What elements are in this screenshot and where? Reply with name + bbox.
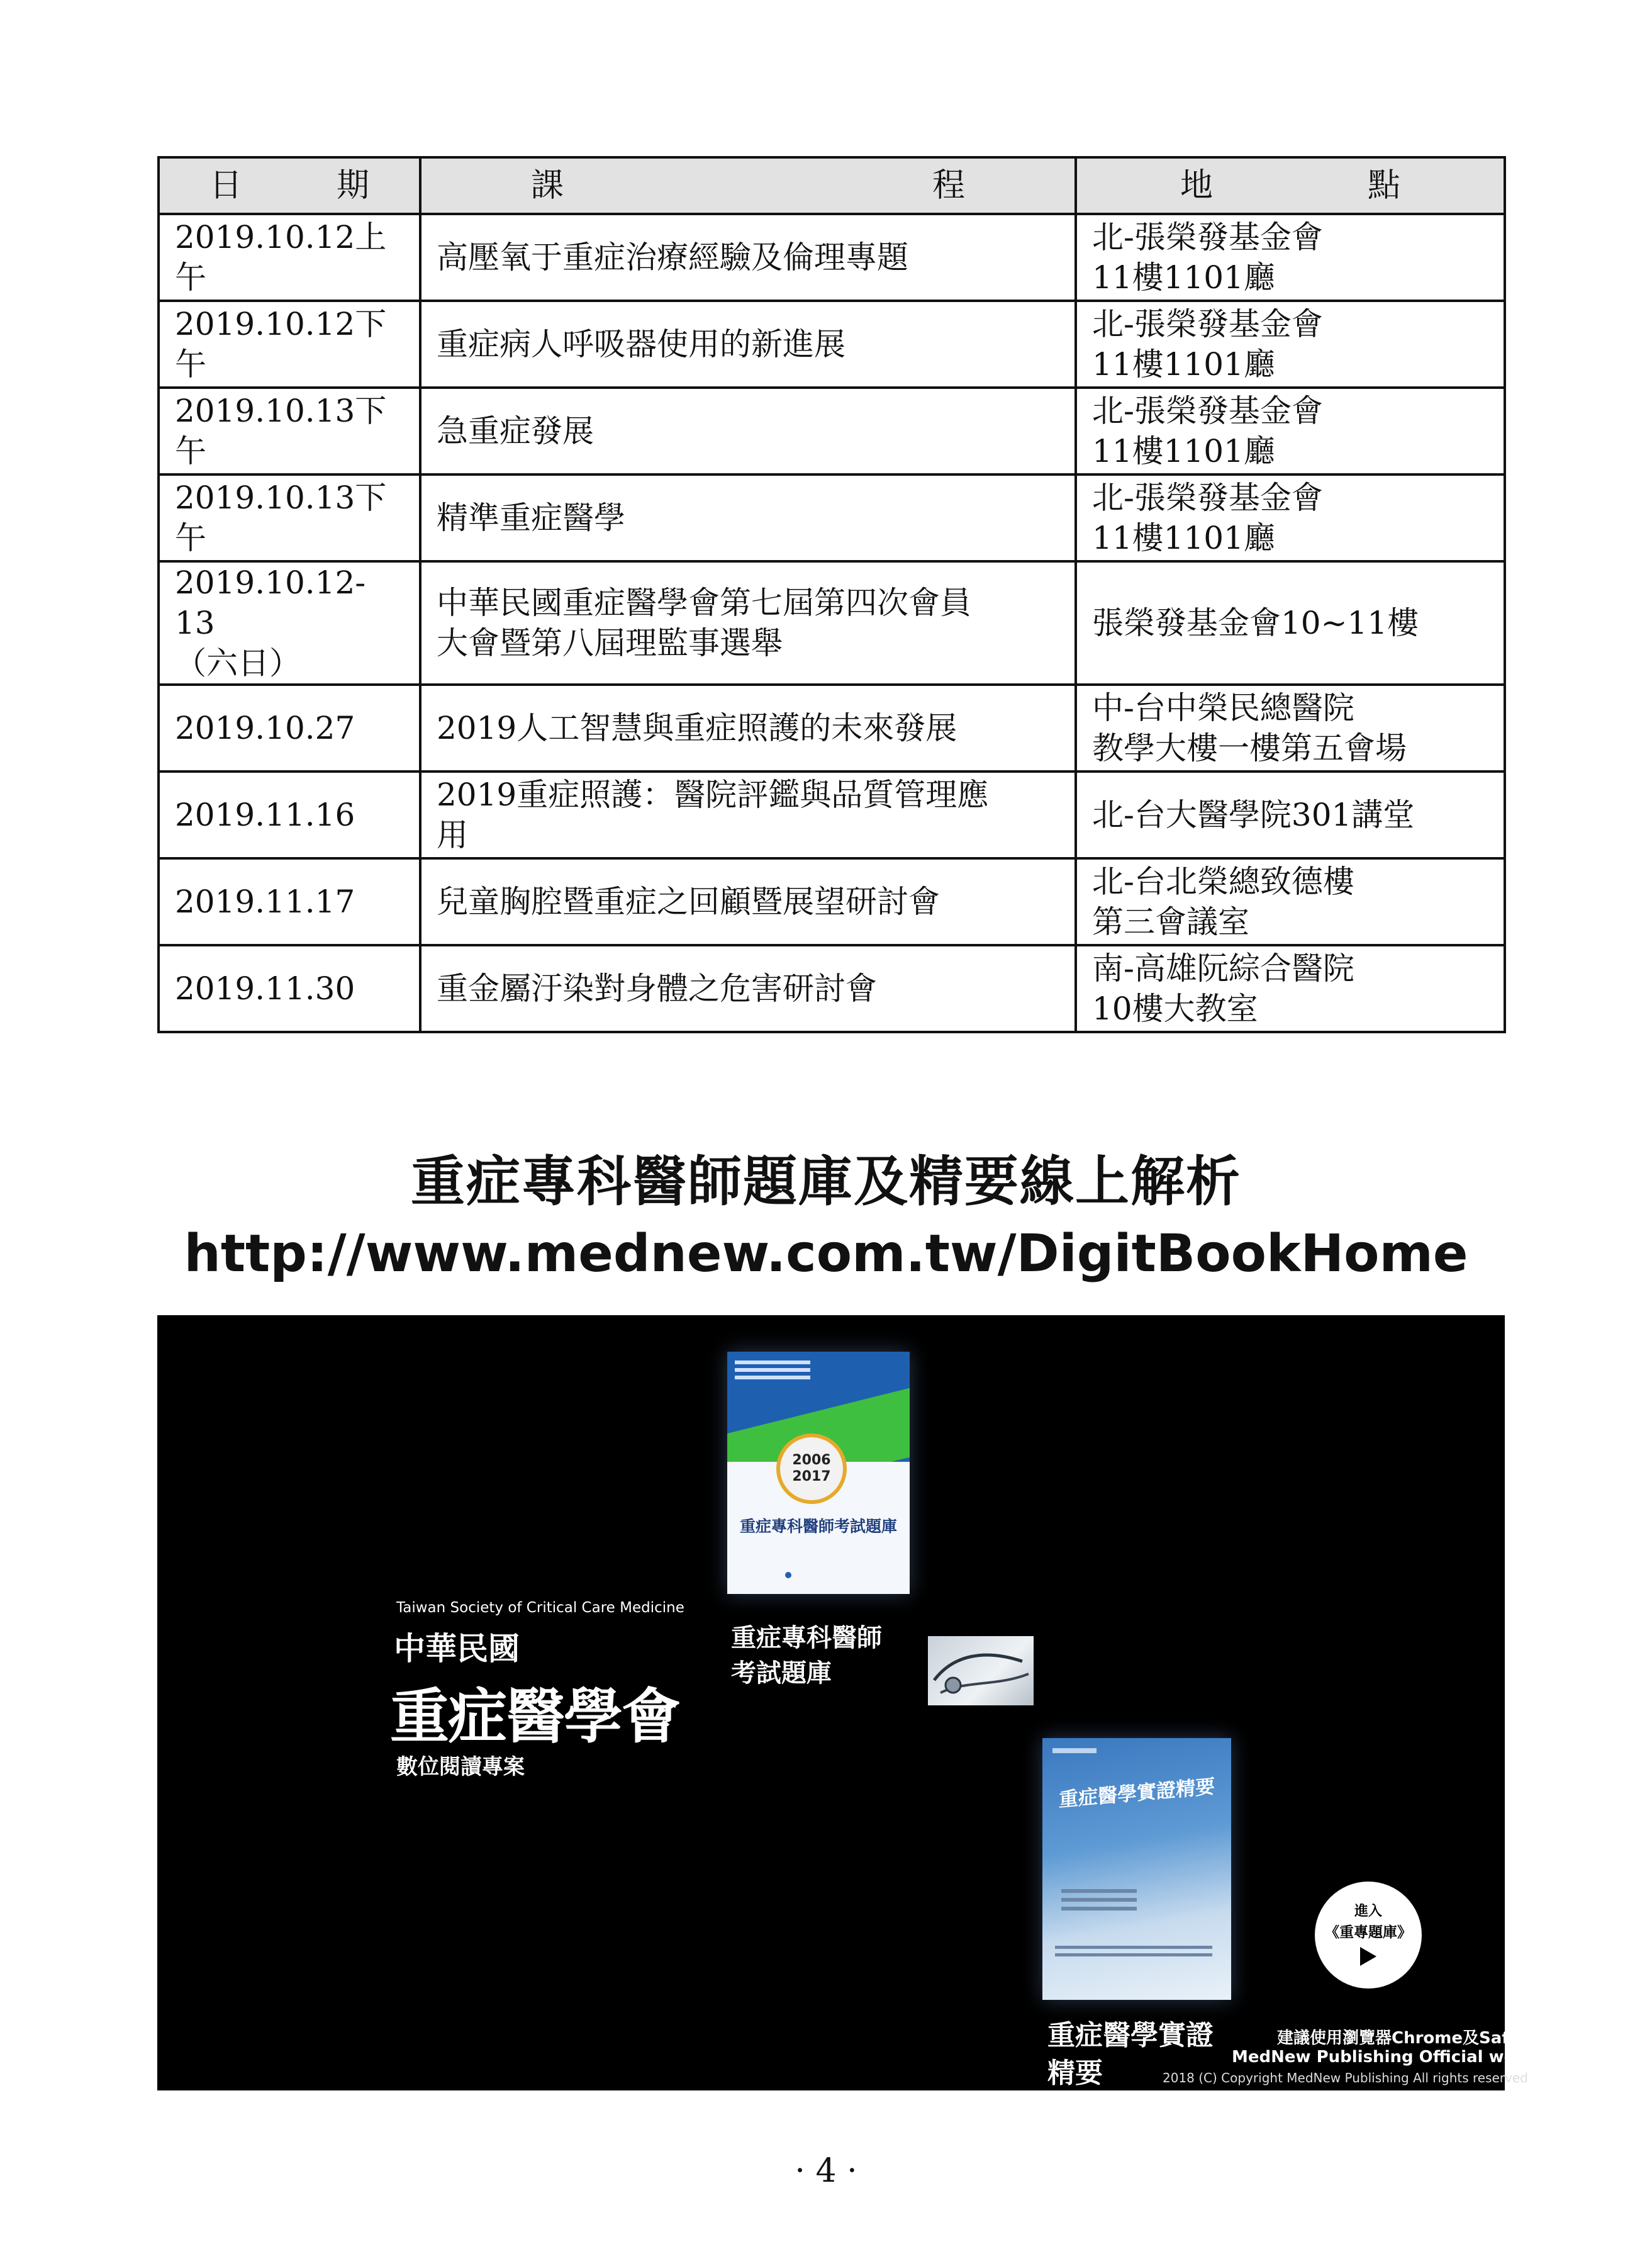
table-row [159, 301, 1505, 388]
cell-location: 北-張榮發基金會 11樓1101廳 [1076, 474, 1505, 561]
book2-cover-title: 重症醫學實證精要 [1059, 1775, 1215, 1812]
header-course: 課 程 [420, 157, 1076, 214]
cell-location: 北-台大醫學院301講堂 [1076, 771, 1505, 858]
cell-course: 重症病人呼吸器使用的新進展 [420, 301, 1076, 388]
cell-course: 中華民國重症醫學會第七屆第四次會員 大會暨第八屆理監事選舉 [420, 561, 1076, 685]
cell-location: 北-張榮發基金會 11樓1101廳 [1076, 214, 1505, 301]
book1-cover-title: 重症專科醫師考試題庫 [739, 1517, 897, 1535]
cell-location: 北-張榮發基金會 11樓1101廳 [1076, 388, 1505, 474]
cell-location: 南-高雄阮綜合醫院 10樓大教室 [1076, 945, 1505, 1032]
header-date: 日 期 [159, 157, 420, 214]
year-badge: 2006 2017 [776, 1433, 847, 1504]
schedule-body [159, 214, 1505, 1032]
promo-title: 重症專科醫師題庫及精要線上解析 [411, 1150, 1241, 1213]
publisher-site-name: MedNew Publishing Official web site [1232, 2048, 1567, 2067]
org-name-main: 重症醫學會 [390, 1682, 680, 1751]
table-row [159, 771, 1505, 858]
cell-date: 2019.11.30 [159, 945, 420, 1032]
cell-location: 中-台中榮民總醫院 教學大樓一樓第五會場 [1076, 685, 1505, 771]
cell-date: 2019.10.12上午 [159, 214, 420, 301]
org-name-country: 中華民國 [394, 1630, 520, 1667]
page-number: · 4 · [795, 2152, 857, 2190]
cell-date: 2019.11.17 [159, 858, 420, 945]
cell-course: 重金屬汙染對身體之危害研討會 [420, 945, 1076, 1032]
schedule-table [157, 156, 1506, 1033]
cell-course: 精準重症醫學 [420, 474, 1076, 561]
cell-location: 張榮發基金會10~11樓 [1076, 561, 1505, 685]
org-project-name: 數位閱讀專案 [396, 1754, 525, 1780]
table-row [159, 561, 1505, 685]
cell-course: 兒童胸腔暨重症之回顧暨展望研討會 [420, 858, 1076, 945]
cell-date: 2019.10.13下午 [159, 474, 420, 561]
org-name-english: Taiwan Society of Critical Care Medicine [396, 1600, 684, 1616]
cell-location: 北-張榮發基金會 11樓1101廳 [1076, 301, 1505, 388]
stethoscope-image [928, 1636, 1034, 1705]
table-row [159, 388, 1505, 474]
table-row [159, 685, 1505, 771]
cover-contributor-lines [1055, 1946, 1212, 1949]
table-row [159, 858, 1505, 945]
promo-url[interactable]: http://www.mednew.com.tw/DigitBookHome [184, 1224, 1468, 1284]
book2-caption[interactable]: 重症醫學實證 精要 [1047, 2019, 1214, 2089]
copyright-notice: 2018 (C) Copyright MedNew Publishing All rights reserved [1163, 2070, 1528, 2085]
publisher-logo-icon [785, 1572, 791, 1578]
cell-date: 2019.10.27 [159, 685, 420, 771]
cell-course: 急重症發展 [420, 388, 1076, 474]
cover-text-lines [735, 1361, 810, 1364]
play-icon [1360, 1947, 1376, 1966]
book1-caption[interactable]: 重症專科醫師 考試題庫 [731, 1624, 882, 1688]
cell-date: 2019.10.12下午 [159, 301, 420, 388]
table-row [159, 474, 1505, 561]
promo-banner [157, 1315, 1567, 2090]
evidence-book-cover[interactable] [1042, 1738, 1231, 2000]
enter-exam-bank-button[interactable]: 進入 《重專題庫》 [1315, 1882, 1422, 1989]
cell-course: 2019人工智慧與重症照護的未來發展 [420, 685, 1076, 771]
table-row [159, 945, 1505, 1032]
cover-author-lines [1061, 1889, 1137, 1893]
browser-recommendation: 建議使用瀏覽器Chrome及Safari [1277, 2029, 1534, 2048]
exam-bank-book-cover[interactable] [727, 1352, 910, 1594]
table-header-row [159, 157, 1505, 214]
cell-location: 北-台北榮總致德樓 第三會議室 [1076, 858, 1505, 945]
table-row [159, 214, 1505, 301]
cell-date: 2019.10.12-13 （六日） [159, 561, 420, 685]
cover-series-label [1052, 1748, 1097, 1753]
cell-course: 高壓氧于重症治療經驗及倫理專題 [420, 214, 1076, 301]
cell-date: 2019.11.16 [159, 771, 420, 858]
cell-course: 2019重症照護：醫院評鑑與品質管理應 用 [420, 771, 1076, 858]
header-location: 地 點 [1076, 157, 1505, 214]
cell-date: 2019.10.13下午 [159, 388, 420, 474]
